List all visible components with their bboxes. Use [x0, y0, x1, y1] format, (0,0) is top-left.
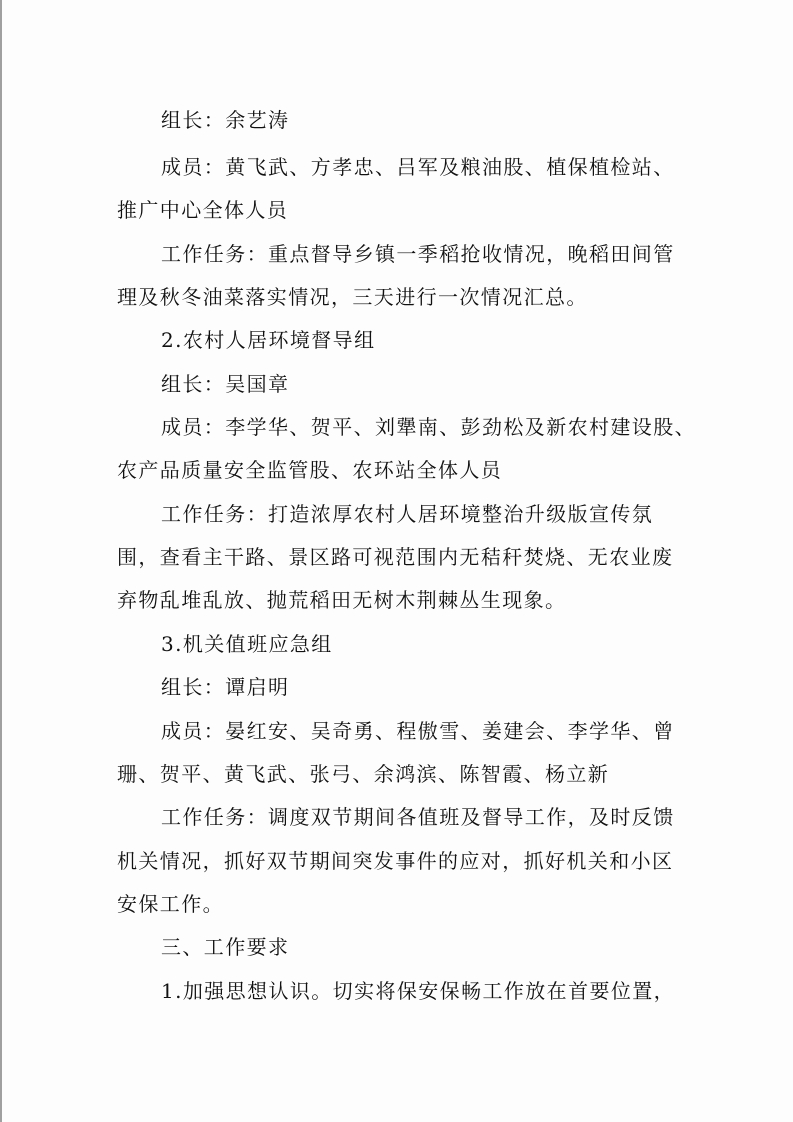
group2-members: 成员：李学华、贺平、刘犟南、彭劲松及新农村建设股、	[161, 415, 696, 439]
scan-edge	[0, 0, 2, 1122]
group2-task-cont2: 弃物乱堆乱放、抛荒稻田无树木荆棘丛生现象。	[117, 588, 567, 612]
group2-members-cont: 农产品质量安全监管股、农环站全体人员	[117, 458, 503, 482]
group2-leader: 组长：吴国章	[161, 372, 290, 396]
group2-title: 2.农村人居环境督导组	[161, 328, 376, 352]
group3-task: 工作任务：调度双节期间各值班及督导工作，及时反馈	[161, 805, 675, 829]
group1-task: 工作任务：重点督导乡镇一季稻抢收情况，晚稻田间管	[161, 242, 675, 266]
group1-task-cont: 理及秋冬油菜落实情况，三天进行一次情况汇总。	[117, 285, 588, 309]
group2-task: 工作任务：打造浓厚农村人居环境整治升级版宣传氛	[161, 502, 654, 526]
group3-task-cont1: 机关情况，抓好双节期间突发事件的应对，抓好机关和小区	[117, 849, 674, 873]
group3-members: 成员：晏红安、吴奇勇、程傲雪、姜建会、李学华、曾	[161, 719, 675, 743]
group2-task-cont1: 围，查看主干路、景区路可视范围内无秸秆焚烧、无农业废	[117, 545, 674, 569]
requirement-1: 1.加强思想认识。切实将保安保畅工作放在首要位置，	[161, 979, 676, 1003]
section-heading-requirements: 三、工作要求	[161, 935, 290, 959]
group3-title: 3.机关值班应急组	[161, 632, 333, 656]
group3-members-cont: 珊、贺平、黄飞武、张弓、余鸿滨、陈智霞、杨立新	[117, 762, 610, 786]
group3-leader: 组长：谭启明	[161, 675, 290, 699]
group1-members: 成员：黄飞武、方孝忠、吕军及粮油股、植保植检站、	[161, 155, 675, 179]
group1-members-cont: 推广中心全体人员	[117, 198, 289, 222]
group3-task-cont2: 安保工作。	[117, 892, 224, 916]
group1-leader: 组长：余艺涛	[161, 108, 290, 132]
